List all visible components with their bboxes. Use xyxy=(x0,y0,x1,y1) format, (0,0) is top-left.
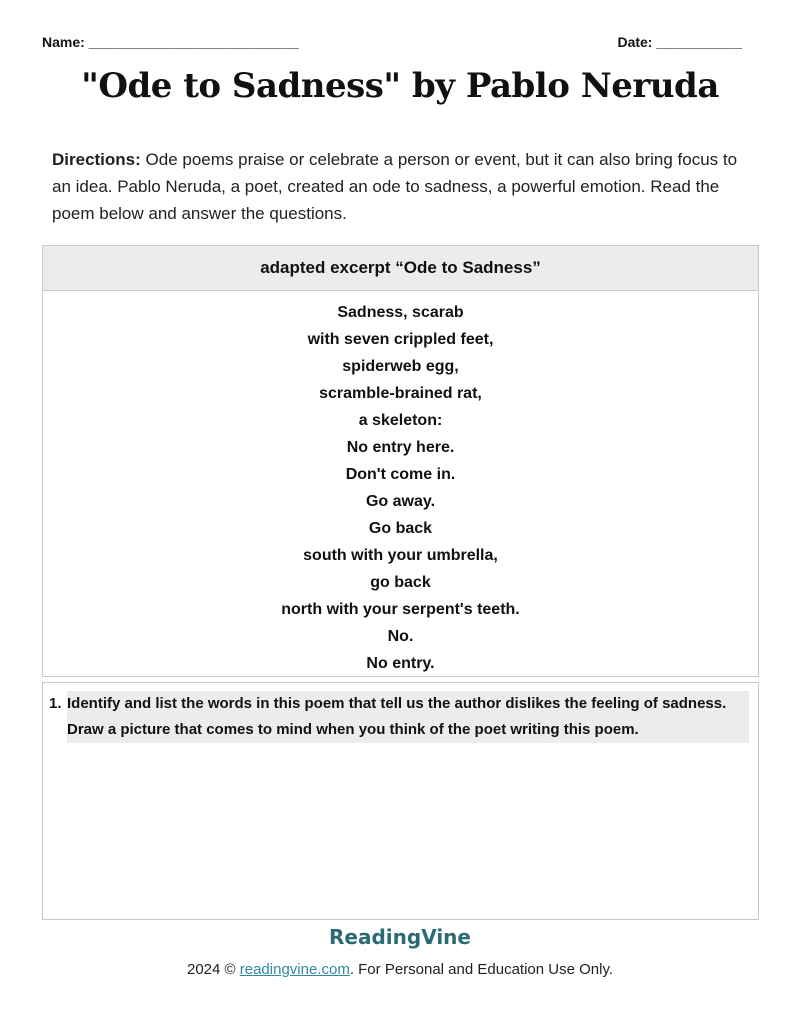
poem-line: spiderweb egg, xyxy=(342,358,459,375)
poem-line: scramble-brained rat, xyxy=(319,385,482,402)
readingvine-logo: ReadingVine xyxy=(329,925,471,949)
poem-line: with seven crippled feet, xyxy=(307,331,494,348)
poem-heading: adapted excerpt “Ode to Sadness” xyxy=(43,246,758,291)
question-text: Identify and list the words in this poem that tell us the author dislikes the feeling of sadness. Draw a picture that comes to mind when you think of the poet writing this poem. xyxy=(67,695,727,738)
poem-line: Go back xyxy=(368,520,433,537)
directions-text: Ode poems praise or celebrate a person or event, but it can also bring focus to an idea. Pablo Neruda, a poet, created an ode to sadness, a powerful emotion. Read the poem below and answer the questions. xyxy=(52,150,738,223)
poem-line: Don't come in. xyxy=(345,466,456,483)
footer xyxy=(0,961,800,978)
question-box[interactable] xyxy=(42,682,759,920)
name-field[interactable]: Name: ___________________________ xyxy=(42,34,299,50)
header-row xyxy=(42,34,742,54)
poem-line: No entry. xyxy=(366,655,435,672)
date-field[interactable]: Date: ___________ xyxy=(617,34,742,50)
readingvine-link[interactable]: readingvine.com xyxy=(239,961,350,978)
poem-line: south with your umbrella, xyxy=(303,547,498,564)
page-title: "Ode to Sadness" by Pablo Neruda xyxy=(81,66,719,106)
footer-suffix: . For Personal and Education Use Only. xyxy=(349,961,614,978)
poem-box xyxy=(42,245,759,677)
question-1 xyxy=(49,691,749,743)
directions-label: Directions: xyxy=(52,150,141,169)
poem-line: Sadness, scarab xyxy=(337,304,464,321)
footer-prefix: 2024 © xyxy=(186,961,240,978)
directions xyxy=(52,146,742,227)
poem-line: go back xyxy=(370,574,431,591)
poem-line: No. xyxy=(387,628,414,645)
poem-line: a skeleton: xyxy=(358,412,443,429)
poem-line: Go away. xyxy=(365,493,436,510)
poem-line: north with your serpent's teeth. xyxy=(281,601,520,618)
poem-body xyxy=(43,291,758,677)
question-number: 1. xyxy=(49,695,62,712)
poem-line: No entry here. xyxy=(346,439,455,456)
